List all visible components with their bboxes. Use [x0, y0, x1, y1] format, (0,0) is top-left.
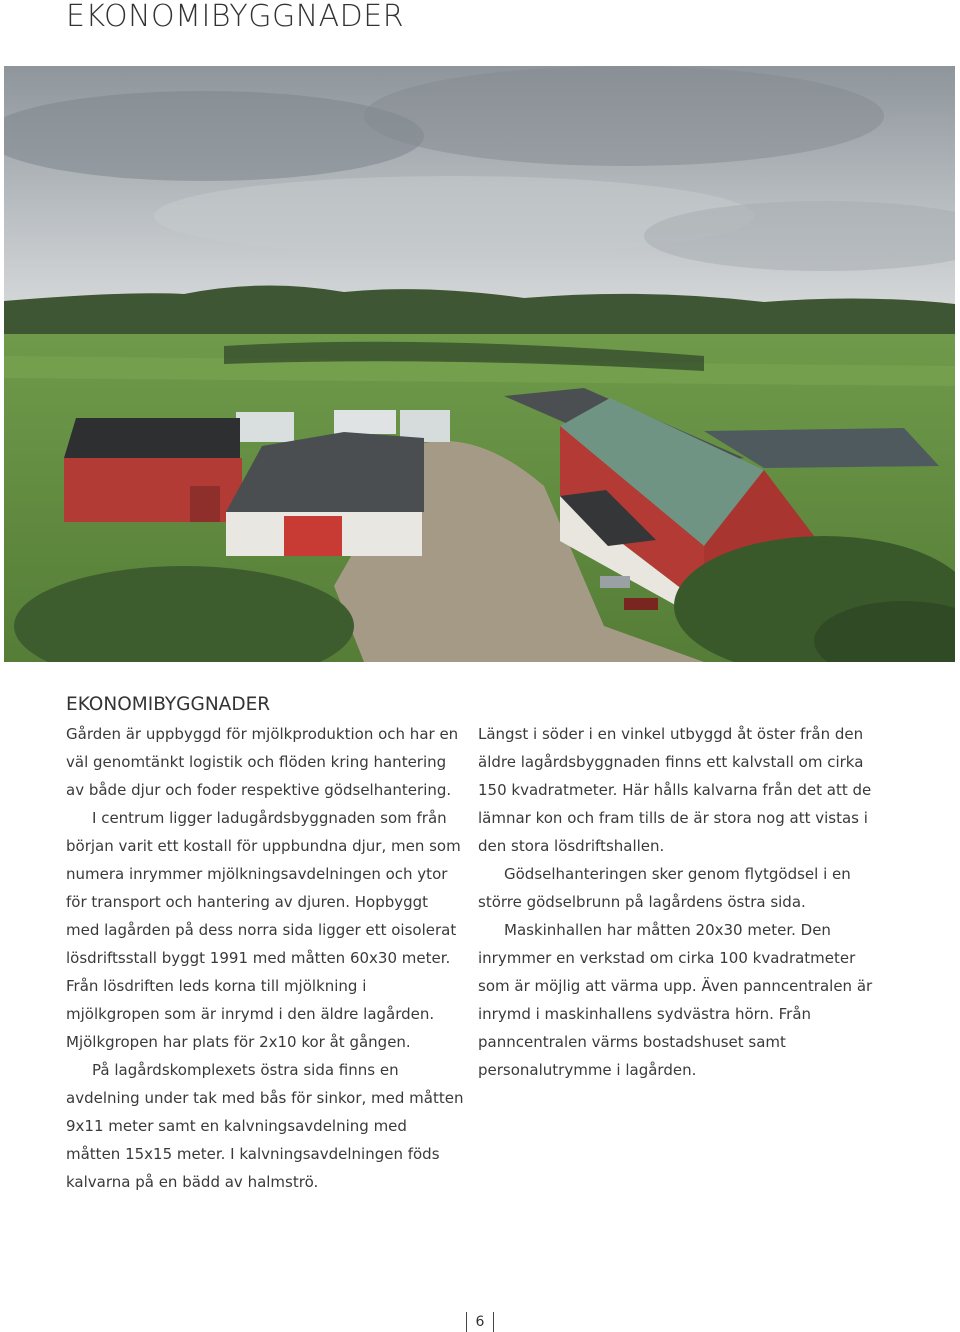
- page-number: 6: [466, 1312, 494, 1332]
- paragraph: I centrum ligger ladugårdsbyggnaden som från början varit ett kostall för uppbundna djur, men som numera inrymmer mjölkningsavdelningen och ytor för transport och hantering av djuren. Hopbyggt med lagården på dess norra sida ligger ett oisolerat lösdriftsstall byggt 1991 med måtten 60x30 meter. Från lösdriften leds korna till mjölkning i mjölkgropen som är inrymd i den äldre lagården. Mjölkgropen har plats för 2x10 kor åt gången.: [66, 809, 461, 1051]
- text-column-left: [66, 720, 464, 1196]
- paragraph: Gödselhanteringen sker genom flytgödsel i en större gödselbrunn på lagårdens östra sida.: [478, 865, 851, 911]
- paragraph: Gården är uppbyggd för mjölkproduktion och har en väl genomtänkt logistik och flöden kring hantering av både djur och foder respektive gödselhantering.: [66, 725, 459, 799]
- farm-aerial-photo: [4, 66, 955, 662]
- paragraph: På lagårdskomplexets östra sida finns en avdelning under tak med bås för sinkor, med måtten 9x11 meter samt en kalvningsavdelning med måtten 15x15 meter. I kalvningsavdelningen föds kalvarna på en bädd av halmströ.: [66, 1061, 464, 1191]
- page-title: EKONOMIBYGGNADER: [66, 0, 405, 34]
- section-heading: EKONOMIBYGGNADER: [66, 694, 271, 715]
- paragraph: Maskinhallen har måtten 20x30 meter. Den inrymmer en verkstad om cirka 100 kvadratmeter som är möjlig att värma upp. Även panncentralen är inrymd i maskinhallens sydvästra hörn. Från panncentralen värms bostadshuset samt personalutrymme i lagården.: [478, 921, 873, 1079]
- paragraph: Längst i söder i en vinkel utbyggd åt öster från den äldre lagårdsbyggnaden finns ett kalvstall om cirka 150 kvadratmeter. Här hålls kalvarna från det att de lämnar kon och fram tills de är stora nog att vistas i den stora lösdriftshallen.: [478, 725, 872, 855]
- text-column-right: [478, 720, 876, 1084]
